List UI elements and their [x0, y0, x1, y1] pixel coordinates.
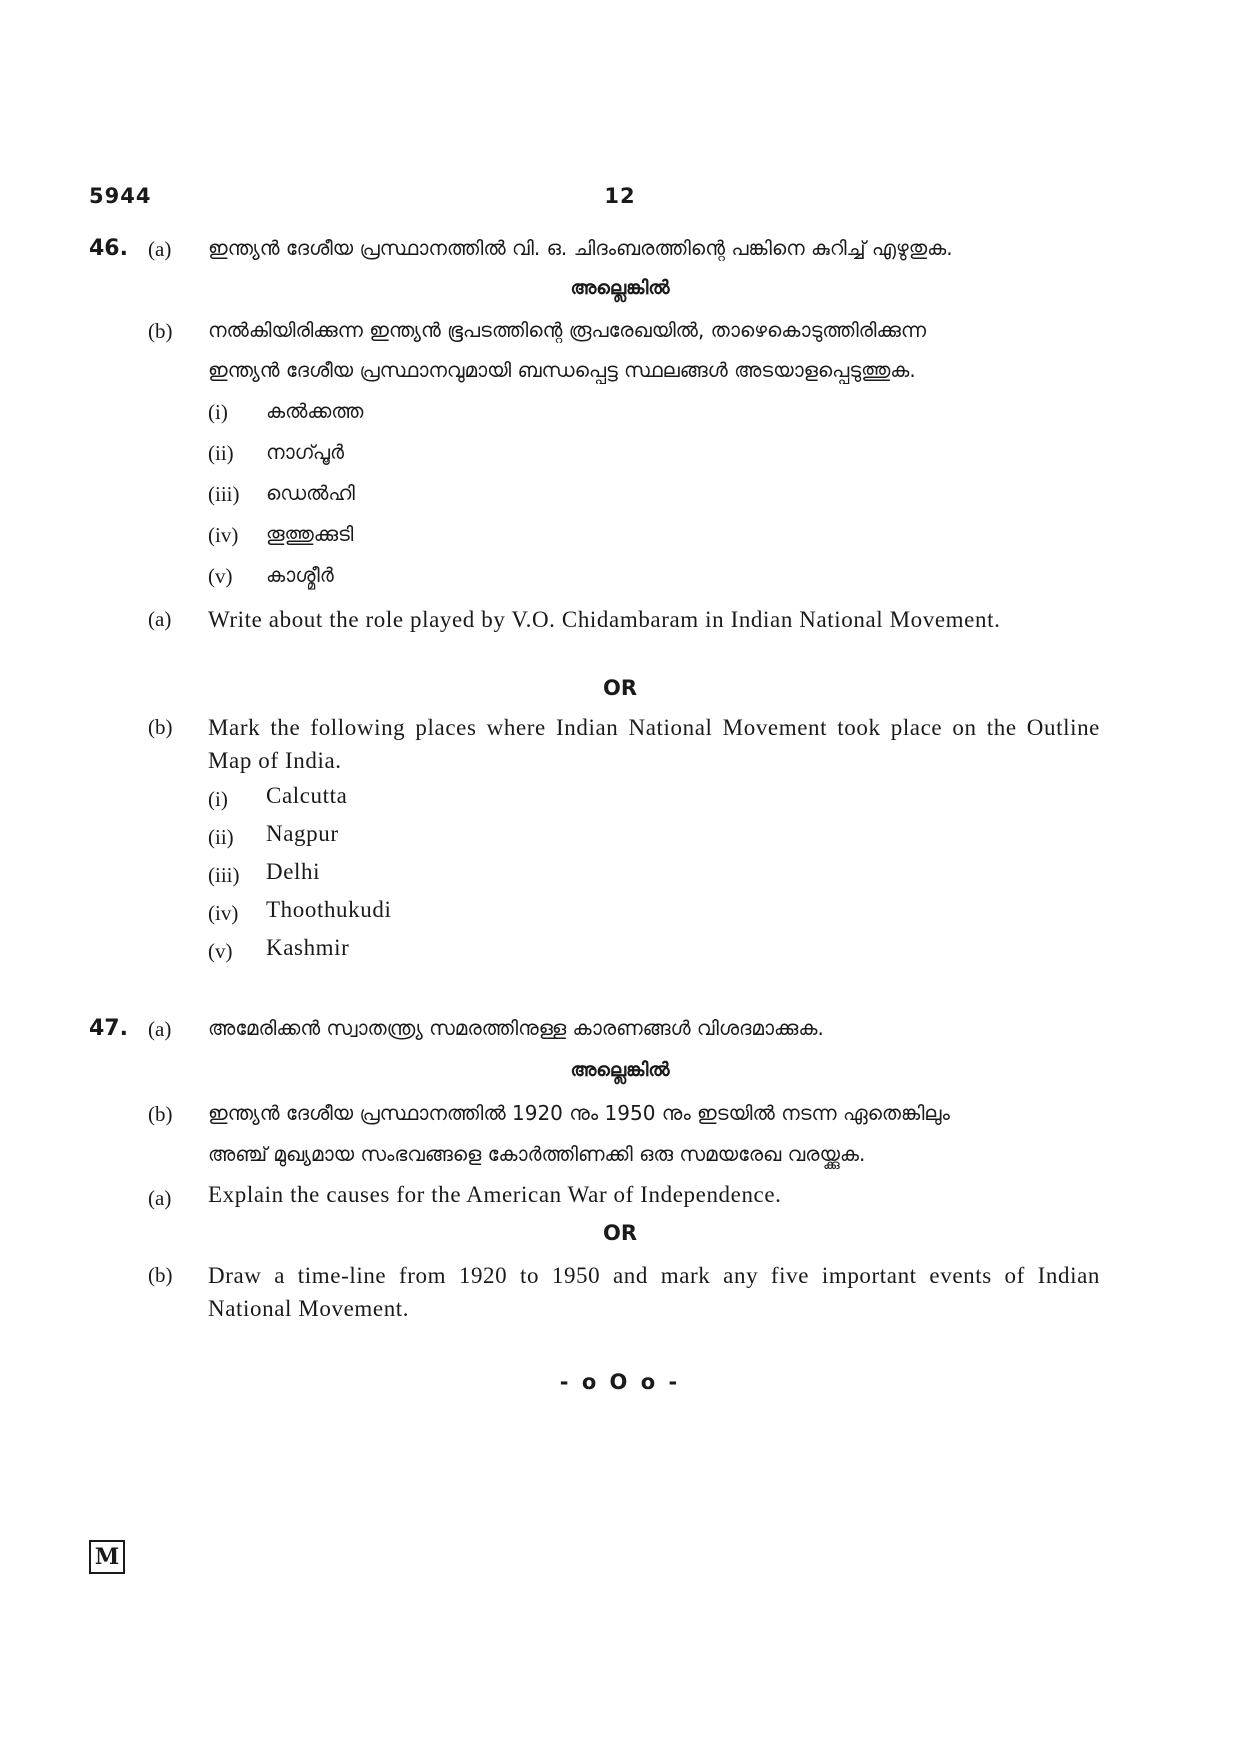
q46-en-item-1-label: (i)	[208, 787, 228, 811]
q47-en-or: OR	[602, 1221, 638, 1245]
q46-ml-a-text: ഇന്ത്യൻ ദേശീയ പ്രസ്ഥാനത്തിൽ വി. ഒ. ചിദംബരത്തിന്റെ പങ്കിനെ കുറിച്ച് എഴുതുക.	[208, 236, 953, 260]
q47-en-b-label: (b)	[148, 1263, 173, 1287]
q47-ml-or: അല്ലെങ്കിൽ	[570, 1059, 670, 1081]
q46-ml-item-4-label: (iv)	[208, 523, 239, 547]
q46-ml-or: അല്ലെങ്കിൽ	[570, 277, 670, 299]
q46-ml-item-4-text: തൂത്തുക്കുടി	[266, 522, 354, 546]
q46-en-item-5-text: Kashmir	[266, 935, 350, 960]
q46-ml-b-line2: ഇന്ത്യൻ ദേശീയ പ്രസ്ഥാനവുമായി ബന്ധപ്പെട്ട സ്ഥലങ്ങൾ അടയാളപ്പെടുത്തുക.	[208, 358, 916, 382]
q46-en-item-4-text: Thoothukudi	[266, 897, 392, 922]
question-number-47: 47.	[89, 1016, 128, 1041]
q46-ml-item-3-text: ഡെൽഹി	[266, 481, 355, 505]
q46-en-b-text: Mark the following places where Indian National Movement took place on the Outline Map of India.	[208, 715, 1100, 773]
q46-en-or: OR	[602, 676, 638, 700]
q46-en-item-2-label: (ii)	[208, 825, 234, 849]
q46-ml-item-3-label: (iii)	[208, 482, 240, 506]
q46-en-item-1-text: Calcutta	[266, 783, 348, 808]
q47-ml-b-line2: അഞ്ച് മുഖ്യമായ സംഭവങ്ങളെ കോർത്തിണക്കി ഒരു സമയരേഖ വരയ്ക്കുക.	[208, 1142, 866, 1166]
q47-en-a-text: Explain the causes for the American War of Independence.	[208, 1182, 782, 1207]
q47-ml-a-text: അമേരിക്കൻ സ്വാതന്ത്ര്യ സമരത്തിനുള്ള കാരണങ്ങൾ വിശദമാക്കുക.	[208, 1016, 824, 1040]
q46-ml-b-label: (b)	[148, 319, 173, 343]
question-number-46: 46.	[89, 236, 128, 261]
q47-ml-b-label: (b)	[148, 1102, 173, 1126]
q46-ml-b-line1: നൽകിയിരിക്കുന്ന ഇന്ത്യൻ ഭൂപടത്തിന്റെ രൂപരേഖയിൽ, താഴെകൊടുത്തിരിക്കുന്ന	[208, 318, 927, 342]
q46-ml-item-2-text: നാഗ്പൂർ	[266, 440, 344, 464]
q46-ml-a-label: (a)	[148, 237, 172, 261]
q46-en-b-label: (b)	[148, 715, 173, 739]
q46-en-item-5-label: (v)	[208, 939, 233, 963]
page-number: 12	[604, 184, 636, 208]
q47-ml-b-line1: ഇന്ത്യൻ ദേശീയ പ്രസ്ഥാനത്തിൽ 1920 നും 1950 നും ഇടയിൽ നടന്ന ഏതെങ്കിലും	[208, 1101, 950, 1125]
q46-en-a-label: (a)	[148, 607, 172, 631]
q46-en-a-text: Write about the role played by V.O. Chidambaram in Indian National Movement.	[208, 607, 1001, 632]
q46-ml-item-5-label: (v)	[208, 564, 233, 588]
paper-code: 5944	[89, 184, 152, 208]
q46-ml-item-1-text: കൽക്കത്ത	[266, 399, 364, 423]
q46-en-item-4-label: (iv)	[208, 901, 239, 925]
q47-en-b-text: Draw a time-line from 1920 to 1950 and mark any five important events of Indian National Movement.	[208, 1263, 1100, 1321]
q46-ml-item-1-label: (i)	[208, 400, 228, 424]
q46-ml-item-5-text: കാശ്മീർ	[266, 563, 334, 587]
q46-en-item-2-text: Nagpur	[266, 821, 339, 846]
q46-en-item-3-label: (iii)	[208, 863, 240, 887]
q47-en-a-label: (a)	[148, 1186, 172, 1210]
medium-mark-box: M	[89, 1540, 125, 1574]
q46-en-item-3-text: Delhi	[266, 859, 321, 884]
q47-ml-a-label: (a)	[148, 1017, 172, 1041]
end-of-paper-mark: - o O o -	[559, 1370, 681, 1394]
q46-ml-item-2-label: (ii)	[208, 441, 234, 465]
